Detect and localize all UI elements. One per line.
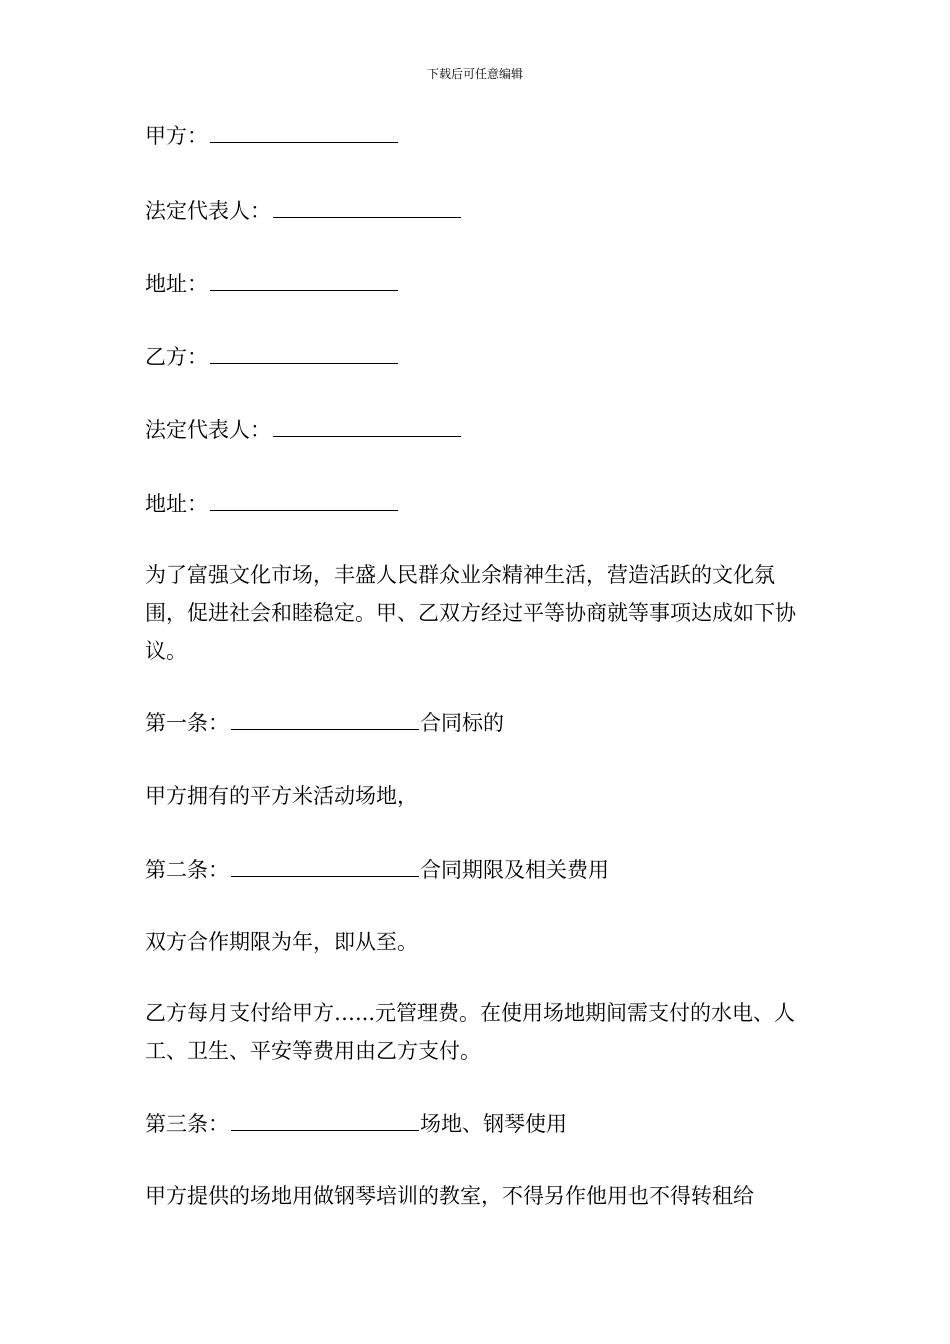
article1-text: 甲方拥有的平方米活动场地， (145, 784, 418, 808)
article3-prefix: 第三条： (145, 1112, 229, 1136)
party-a-addr-line (145, 269, 399, 298)
party-b-blank[interactable] (210, 342, 398, 364)
article2-text2: 乙方每月支付给甲方…...元管理费。在使用场地期间需支付的水电、人工、卫生、平安等费用由乙方支付。 (145, 1001, 796, 1063)
article2-title: 合同期限及相关费用 (420, 858, 609, 882)
party-a-blank[interactable] (210, 121, 398, 143)
party-a-label: 甲方： (145, 124, 208, 148)
party-a-rep-blank[interactable] (273, 196, 461, 218)
article3-heading (145, 1109, 567, 1138)
article2-prefix: 第二条： (145, 858, 229, 882)
party-b-addr-label: 地址： (145, 492, 208, 516)
party-b-line (145, 342, 399, 371)
preamble-paragraph: 为了富强文化市场，丰盛人民群众业余精神生活，营造活跃的文化氛围，促进社会和睦稳定。甲、乙双方经过平等协商就等事项达成如下协议。 (145, 563, 796, 663)
party-b-addr-blank[interactable] (210, 489, 398, 511)
party-b-rep-line (145, 415, 462, 444)
article2-text1: 双方合作期限为年，即从至。 (145, 930, 418, 954)
party-a-addr-label: 地址： (145, 272, 208, 296)
party-a-line (145, 121, 399, 150)
party-a-rep-label: 法定代表人： (145, 199, 271, 223)
party-b-rep-blank[interactable] (273, 415, 461, 437)
article3-title: 场地、钢琴使用 (420, 1112, 567, 1136)
party-b-addr-line (145, 489, 399, 518)
article1-title: 合同标的 (420, 711, 504, 735)
article1-heading (145, 708, 504, 737)
page-header: 下载后可任意编辑 (426, 67, 523, 81)
article2-blank[interactable] (231, 855, 419, 877)
article1-blank[interactable] (231, 708, 419, 730)
party-b-rep-label: 法定代表人： (145, 418, 271, 442)
article1-prefix: 第一条： (145, 711, 229, 735)
article3-text: 甲方提供的场地用做钢琴培训的教室，不得另作他用也不得转租给 (145, 1184, 754, 1208)
party-a-rep-line (145, 196, 462, 225)
article3-blank[interactable] (231, 1109, 419, 1131)
party-b-label: 乙方： (145, 345, 208, 369)
party-a-addr-blank[interactable] (210, 269, 398, 291)
article2-heading (145, 855, 609, 884)
